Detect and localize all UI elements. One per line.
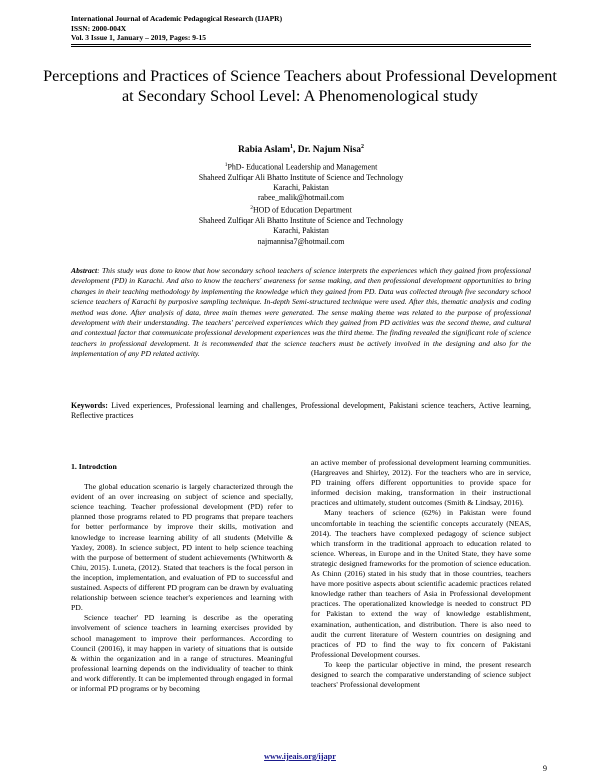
abstract-label: Abstract [71, 266, 98, 275]
affiliation-2-line1 [71, 203, 531, 216]
affiliation-1-line3: Karachi, Pakistan [273, 183, 329, 193]
affiliation-1-email[interactable]: rabee_malik@hotmail.com [258, 193, 344, 203]
keywords [71, 401, 531, 422]
journal-volume: Vol. 3 Issue 1, January – 2019, Pages: 9-15 [71, 33, 206, 42]
affiliation-2-text: HOD of Education Department [252, 206, 352, 216]
right-paragraph-1: an active member of professional development learning communities. (Hargreaves and Shirley, 2012). For the teachers who are in service, PD training offers different opportunities to provide space for informed decision making, transformation in their instructional practices and ultimately, student outcomes (Smith & Lindsay, 2016). [311, 458, 531, 508]
page-number: 9 [542, 764, 547, 773]
left-column [71, 462, 293, 694]
author-2-sup: 2 [361, 144, 364, 150]
affiliation-1-text: PhD- Educational Leadership and Management [227, 162, 378, 172]
affiliation-2-line3: Karachi, Pakistan [273, 226, 329, 236]
journal-name: International Journal of Academic Pedagogical Research (IJAPR) [71, 14, 283, 23]
author-line [71, 144, 531, 155]
author-2: Dr. Najum Nisa [297, 145, 361, 156]
keywords-label: Keywords: [71, 401, 108, 410]
header-rule-top [71, 44, 531, 45]
author-1: Rabia Aslam [238, 145, 290, 156]
paper-title: Perceptions and Practices of Science Teachers about Professional Development at Secondary School Level: A Phenomenological study [43, 67, 557, 105]
affiliation-2-line2: Shaheed Zulfiqar Ali Bhatto Institute of Science and Technology [198, 216, 404, 226]
right-column [311, 458, 531, 690]
affiliation-2-email[interactable]: najmannisa7@hotmail.com [257, 236, 345, 246]
affiliation-1-sup: 1 [224, 162, 228, 168]
affiliations [71, 160, 531, 247]
right-paragraph-3: To keep the particular objective in mind, the present research designed to search the comparative understanding of science subject teachers' Professional development [311, 659, 531, 690]
footer-url-link[interactable]: www.ijeais.org/ijapr [264, 752, 336, 761]
header-rule-bottom [71, 46, 531, 47]
affiliation-1-line2: Shaheed Zulfiqar Ali Bhatto Institute of Science and Technology [198, 172, 404, 182]
affiliation-1-line1 [71, 160, 531, 173]
section-heading: 1. Introdction [71, 462, 117, 471]
abstract-text: : This study was done to know that how secondary school teachers of science interprets the experiences which they gained from professional development (PD) in Karachi. And also to know the teachers' awareness for sense making, and then professional development opportunities to bring changes in their teaching methodology by implementing the knowledge which they gained from PD. Data was collected through five secondary school science teachers of Karachi by purposive sampling technique. In-depth Semi-structured technique were used. After this, thematic analysis and coding method was done. After analysis of data, three main themes were generated. The sense making theme was related to the purpose of professional development with their understanding. The teachers' perceived experiences which they gained from PD activities was the second theme, and cultural and contextual factor that communicate professional development experiences was the third theme. The finding revealed the significant role of science teachers in professional development. It is recommended that the science teachers must be actively involved in the designing and also for the implementation of any PD related activity. [71, 266, 531, 359]
left-paragraph-1: The global education scenario is largely characterized through the evident of an over increasing on subject of science and specially, science teaching. Teacher professional development (PD) refer to planned those programs related to PD programs that prepare teachers for better performance by improve their skills, motivation and knowledge to increase learning ability of all students (Melville & Yaxley, 2008). In science subject, PD intent to help science teaching with the purpose of betterment of student achievements (Whitworth & Chiu, 2015). Luneta, (2012). Stated that teachers is the focal person in the inception, implementation, and evaluation of PD to successful and sustained. Aspects of different PD program can be drawn by evaluating relationship between science teacher's experiences and learning with PD. [71, 482, 293, 613]
journal-header [71, 14, 531, 43]
abstract [71, 266, 531, 360]
author-1-sup: 1 [290, 144, 293, 150]
author-separator: , [293, 145, 298, 156]
affiliation-2-sup: 2 [250, 205, 253, 212]
journal-issn: ISSN: 2000-004X [71, 23, 127, 33]
keywords-text: Lived experiences, Professional learning and challenges, Professional development, Pakistani science teachers, Active learning, Reflective practices [71, 401, 531, 421]
right-paragraph-2: Many teachers of science (62%) in Pakistan were found uncomfortable in teaching the scientific concepts accurately (NEAS, 2014). The teachers have complexed pedagogy of science subject which transform in the traditional approach to education related to science. Whereas, in Europe and in the United State, they have some strategic designed frameworks for the promotion of science education. As Chinn (2016) stated in his study that in those countries, teachers have more positive aspects about scientific academic practices related knowledge rather than teachers of Asia in Professional development practices. The operationalized knowledge is needed to construct PD for Pakistan to extend the way of knowledge establishment, examination, authentication, and distribution. There is also need to audit the current literature of Western countries on designing and practices of PD to find the way to fix concern of Pakistani Professional Development courses. [311, 508, 531, 659]
left-paragraph-2: Science teacher' PD learning is describe as the operating involvement of science teachers in learning exercises provided by school management to improve their performances. According to Council (20016), it may happen in variety of situations that is outside & within the organization and in a range of structures. Meaningful professional learning depends on the individuality of teacher to think and work differently. It can be implemented through engaged in formal or informal PD programs or by becoming [71, 613, 293, 693]
